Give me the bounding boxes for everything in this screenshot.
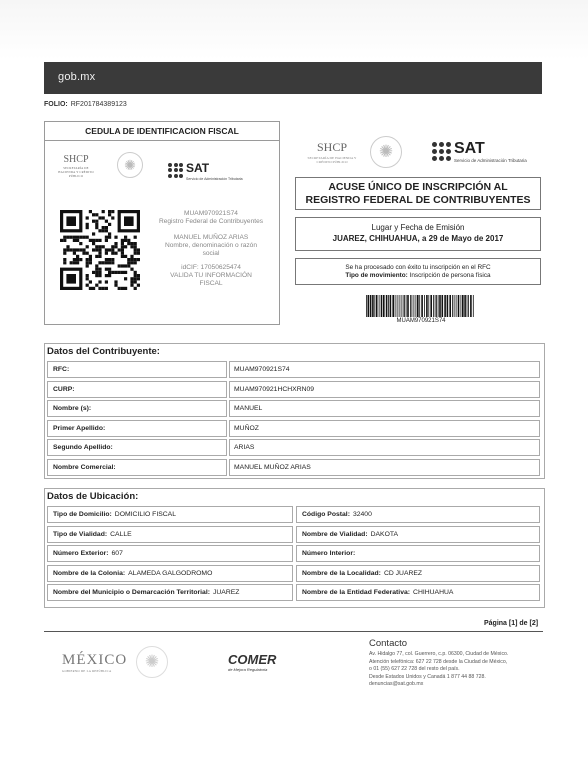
row-value: MANUEL <box>229 400 540 417</box>
cell-value <box>355 550 358 557</box>
shcp-text-large: SHCP <box>316 140 348 154</box>
row-value: MANUEL MUÑOZ ARIAS <box>229 459 540 476</box>
row-value: MUAM970921S74 <box>229 361 540 378</box>
proceso-text: Se ha procesado con éxito tu inscripción en el RFC <box>345 264 491 271</box>
folio-value: RF201784389123 <box>70 101 127 108</box>
acuse-title-line1: ACUSE ÚNICO DE INSCRIPCIÓN AL <box>328 181 508 193</box>
cell-label: Nombre de la Entidad Federativa: <box>302 589 411 597</box>
cedula-details <box>145 210 277 288</box>
movimiento-label: Tipo de movimiento: <box>345 272 408 280</box>
lugar-label: Lugar y Fecha de Emisión <box>371 223 465 232</box>
scan-margin <box>0 0 588 60</box>
contacto-line: o 01 (55) 627 22 728 del resto del país. <box>369 666 460 673</box>
table-cell <box>296 506 540 523</box>
sat-subtext-large: Servicio de Administración Tributaria <box>454 158 527 163</box>
cedula-title: CEDULA DE IDENTIFICACION FISCAL <box>45 122 279 141</box>
national-seal-icon: ✺ <box>136 646 168 678</box>
cedula-name: MANUEL MUÑOZ ARIAS <box>173 234 249 241</box>
cell-label: Número Interior: <box>302 550 356 558</box>
folio <box>44 101 127 108</box>
cofemer-text: COMER <box>228 652 277 667</box>
table-cell <box>296 545 540 562</box>
cell-value: JUAREZ <box>213 589 240 597</box>
cedula-rfc-caption: Registro Federal de Contribuyentes <box>158 218 264 225</box>
cell-label: Nombre de la Localidad: <box>302 569 381 577</box>
row-label: RFC: <box>47 361 227 378</box>
mexico-text: MÉXICO <box>62 652 128 668</box>
row-label: Nombre Comercial: <box>47 459 227 476</box>
shcp-logo-large <box>302 140 362 164</box>
contacto-details <box>369 651 508 689</box>
barcode <box>366 295 476 317</box>
cedula-validate: VALIDA TU INFORMACIÓN <box>170 272 252 279</box>
row-value: MUAM970921HCHXRN09 <box>229 381 540 398</box>
cedula-idcif: idCIF: 17050625474 <box>181 264 241 271</box>
table-cell <box>47 584 293 601</box>
cell-value: DAKOTA <box>370 530 399 538</box>
table-row <box>47 381 540 398</box>
sat-dots-icon <box>432 142 451 161</box>
footer-divider <box>44 631 543 632</box>
contacto-line: Atención telefónica: 627 22 728 desde la Ciudad de México, <box>369 658 508 665</box>
table-cell <box>47 506 293 523</box>
table-cell <box>47 545 293 562</box>
row-label: Nombre (s): <box>47 400 227 417</box>
table-cell <box>296 584 540 601</box>
gob-brand: gob.mx <box>58 71 96 83</box>
contacto-line: denuncias@sat.gob.mx <box>369 681 424 688</box>
sat-dots-icon <box>168 163 183 178</box>
sat-logo-large <box>432 140 527 163</box>
movimiento-value: Inscripción de persona física <box>409 272 491 280</box>
cedula-rfc: MUAM970921S74 <box>184 210 238 217</box>
cell-value: CD JUAREZ <box>383 569 423 577</box>
row-label: Primer Apellido: <box>47 420 227 437</box>
table-row <box>47 439 540 456</box>
table-row <box>47 400 540 417</box>
contacto-line: Desde Estados Unidos y Canadá 1 877 44 88 728. <box>369 673 486 680</box>
shcp-text: SHCP <box>63 154 89 165</box>
sat-subtext: Servicio de Administración Tributaria <box>186 177 243 181</box>
cell-value: DOMICILIO FISCAL <box>114 511 176 518</box>
qr-code <box>60 210 140 290</box>
cell-label: Código Postal: <box>302 511 350 518</box>
barcode-text: MUAM970921S74 <box>396 318 446 324</box>
cell-label: Tipo de Domicilio: <box>53 511 112 518</box>
cell-value: CHIHUAHUA <box>413 589 454 597</box>
table-cell <box>296 526 540 543</box>
sat-logo <box>168 159 243 181</box>
lugar-fecha-box <box>295 217 541 251</box>
row-label: CURP: <box>47 381 227 398</box>
sat-text: SAT <box>186 161 210 175</box>
section-title: Datos del Contribuyente: <box>47 346 160 357</box>
page-number: Página [1] de [2] <box>484 620 539 627</box>
proceso-box <box>295 258 541 285</box>
cedula-card <box>44 121 280 325</box>
mexico-subtext: GOBIERNO DE LA REPÚBLICA <box>62 669 112 673</box>
lugar-value: JUAREZ, CHIHUAHUA, a 29 de Mayo de 2017 <box>332 233 504 243</box>
contacto-line: Av. Hidalgo 77, col. Guerrero, c.p. 06300, Ciudad de México. <box>369 651 509 657</box>
cell-label: Nombre de Vialidad: <box>302 530 368 538</box>
national-seal-icon: ✺ <box>370 136 402 168</box>
table-row <box>47 459 540 476</box>
row-value: MUÑOZ <box>229 420 540 437</box>
mexico-logo <box>62 652 127 673</box>
gob-header-bar <box>44 62 542 94</box>
cell-value: 32400 <box>352 511 372 518</box>
sat-text-large: SAT <box>454 140 485 157</box>
row-value: ARIAS <box>229 439 540 456</box>
table-cell <box>296 565 540 582</box>
acuse-title-box <box>295 177 541 210</box>
cedula-name-caption: Nombre, denominación o razón <box>165 242 257 249</box>
national-seal-icon: ✺ <box>117 152 143 178</box>
cell-label: Número Exterior: <box>53 550 109 558</box>
row-label: Segundo Apellido: <box>47 439 227 456</box>
cell-value: CALLE <box>110 530 132 538</box>
cell-label: Nombre del Municipio o Demarcación Territorial: <box>53 589 210 597</box>
cedula-validate-2: FISCAL <box>199 280 223 287</box>
shcp-subtext-large: SECRETARÍA DE HACIENDA Y CRÉDITO PÚBLICO <box>307 156 357 164</box>
table-row <box>47 361 540 378</box>
shcp-logo <box>57 154 95 178</box>
cedula-name-caption-2: social <box>202 250 220 257</box>
acuse-title-line2: REGISTRO FEDERAL DE CONTRIBUYENTES <box>305 193 531 206</box>
cell-label: Nombre de la Colonia: <box>53 569 126 577</box>
shcp-subtext: SECRETARÍA DE HACIENDA Y CRÉDITO PÚBLICO <box>58 166 94 178</box>
table-cell <box>47 565 293 582</box>
cofemer-logo <box>228 652 276 672</box>
table-row <box>47 420 540 437</box>
cell-value: 607 <box>111 550 123 558</box>
cell-value: ALAMEDA GALGODROMO <box>128 569 213 577</box>
section-title: Datos de Ubicación: <box>47 491 139 502</box>
table-cell <box>47 526 293 543</box>
cell-label: Tipo de Vialidad: <box>53 530 108 538</box>
cofemer-subtext: de Mejora Regulatoria <box>228 667 268 672</box>
datos-ubicacion-section <box>44 488 545 608</box>
datos-contribuyente-section <box>44 343 545 479</box>
folio-label: FOLIO: <box>44 101 68 108</box>
contacto-title: Contacto <box>369 638 408 649</box>
